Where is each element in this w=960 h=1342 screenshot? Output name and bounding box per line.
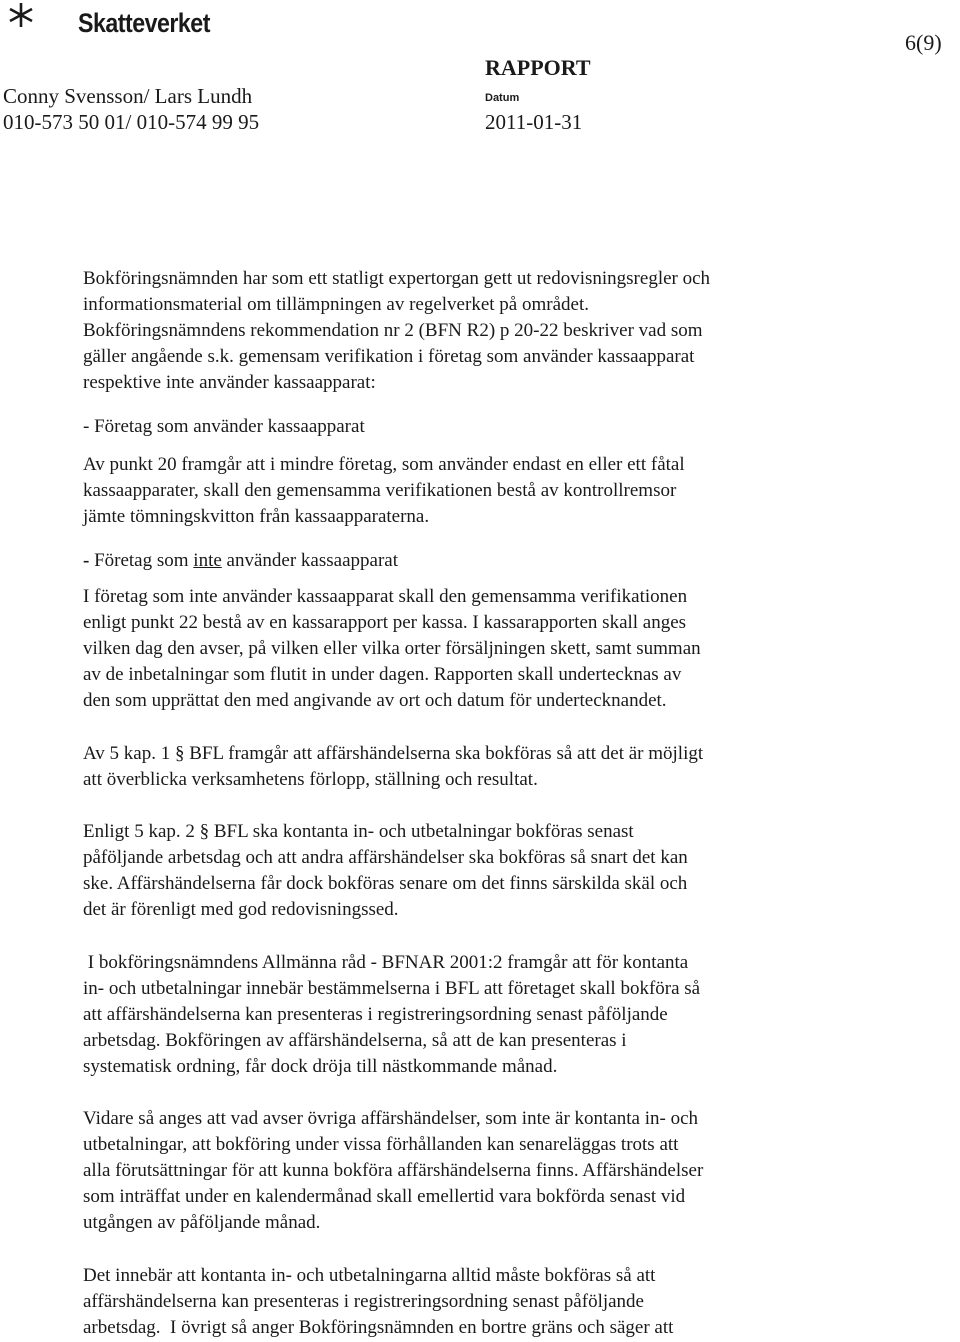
- agency-logo-text: Skatteverket: [78, 8, 210, 38]
- author-names: Conny Svensson/ Lars Lundh: [3, 84, 253, 108]
- text-line: I företag som inte använder kassaapparat skall den gemensamma verifikationen: [83, 586, 688, 607]
- text-line: vilken dag den avser, på vilken eller vilka orter försäljningen skett, samt summan: [83, 638, 701, 659]
- text-line: Vidare så anges att vad avser övriga affärshändelser, som inte är kontanta in- och: [83, 1108, 699, 1129]
- text-line: gäller angående s.k. gemensam verifikation i företag som använder kassaapparat: [83, 346, 695, 367]
- text-line: det är förenligt med god redovisningssed.: [83, 899, 399, 920]
- text-line: Av punkt 20 framgår att i mindre företag, som använder endast en eller ett fåtal: [83, 454, 685, 475]
- text-line: utbetalningar, att bokföring under vissa förhållanden kan senareläggas trots att: [83, 1134, 679, 1155]
- paragraph-conclusion: [83, 1263, 943, 1341]
- text-line: informationsmaterial om tillämpningen av regelverket på området.: [83, 294, 589, 315]
- text-line: Bokföringsnämndens rekommendation nr 2 (BFN R2) p 20-22 beskriver vad som: [83, 320, 703, 341]
- text-line: affärshändelserna kan presenteras i registreringsordning senast påföljande: [83, 1291, 644, 1312]
- crown-logo-icon: [6, 0, 36, 30]
- heading-text: använder kassaapparat: [221, 550, 398, 571]
- text-line: kassaapparater, skall den gemensamma verifikationen bestå av kontrollremsor: [83, 480, 677, 501]
- text-line: systematisk ordning, får dock dröja till nästkommande månad.: [83, 1056, 558, 1077]
- document-date: 2011-01-31: [485, 110, 583, 134]
- document-type: RAPPORT: [485, 55, 591, 80]
- paragraph-bfn-intro: [83, 266, 943, 396]
- text-line: arbetsdag. Bokföringen av affärshändelserna, så att de kan presenteras i: [83, 1030, 627, 1051]
- text-line: påföljande arbetsdag och att andra affärshändelser ska bokföras så snart det kan: [83, 847, 688, 868]
- text-line: Av 5 kap. 1 § BFL framgår att affärshändelserna ska bokföras så att det är möjligt: [83, 743, 704, 764]
- text-line: att affärshändelserna kan presenteras i registreringsordning senast påföljande: [83, 1004, 668, 1025]
- text-line: - Företag som använder kassaapparat: [83, 416, 365, 437]
- text-line: att överblicka verksamhetens förlopp, ställning och resultat.: [83, 769, 538, 790]
- author-phones: 010-573 50 01/ 010-574 99 95: [3, 110, 260, 134]
- heading-text: Företag som: [89, 550, 194, 571]
- heading-dash: -: [83, 550, 90, 571]
- paragraph-other-transactions: [83, 1106, 943, 1236]
- text-line: in- och utbetalningar innebär bestämmelserna i BFL att företaget skall bokföra så: [83, 978, 701, 999]
- text-line: ske. Affärshändelserna får dock bokföras senare om det finns särskilda skäl och: [83, 873, 688, 894]
- section-heading-without-register: [83, 548, 943, 574]
- paragraph-bfl-5-1: [83, 741, 943, 793]
- date-label: Datum: [485, 92, 520, 104]
- section-heading-with-register: [83, 414, 943, 440]
- text-line: utgången av påföljande månad.: [83, 1212, 321, 1233]
- text-line: I bokföringsnämndens Allmänna råd - BFNAR 2001:2 framgår att för kontanta: [83, 952, 689, 973]
- text-line: respektive inte använder kassaapparat:: [83, 372, 376, 393]
- text-line: Det innebär att kontanta in- och utbetalningarna alltid måste bokföras så att: [83, 1265, 656, 1286]
- text-line: jämte tömningskvitton från kassaapparaterna.: [83, 506, 430, 527]
- text-line: av de inbetalningar som flutit in under dagen. Rapporten skall undertecknas av: [83, 664, 682, 685]
- paragraph-point-20: [83, 452, 943, 530]
- text-line: Bokföringsnämnden har som ett statligt expertorgan gett ut redovisningsregler och: [83, 268, 711, 289]
- paragraph-point-22: [83, 584, 943, 714]
- text-line: den som upprättat den med angivande av ort och datum för undertecknandet.: [83, 690, 667, 711]
- text-line: arbetsdag. I övrigt så anger Bokföringsnämnden en bortre gräns och säger att: [83, 1317, 674, 1338]
- paragraph-bfnar: [83, 950, 943, 1080]
- text-line: alla förutsättningar för att kunna bokföra affärshändelserna finns. Affärshändelser: [83, 1160, 704, 1181]
- underlined-word: inte: [193, 550, 222, 571]
- paragraph-bfl-5-2: [83, 819, 943, 923]
- text-line: Enligt 5 kap. 2 § BFL ska kontanta in- och utbetalningar bokföras senast: [83, 821, 634, 842]
- text-line: som inträffat under en kalendermånad skall emellertid vara bokförda senast vid: [83, 1186, 686, 1207]
- text-line: enligt punkt 22 bestå av en kassarapport per kassa. I kassarapporten skall anges: [83, 612, 687, 633]
- page-number: 6(9): [905, 30, 942, 55]
